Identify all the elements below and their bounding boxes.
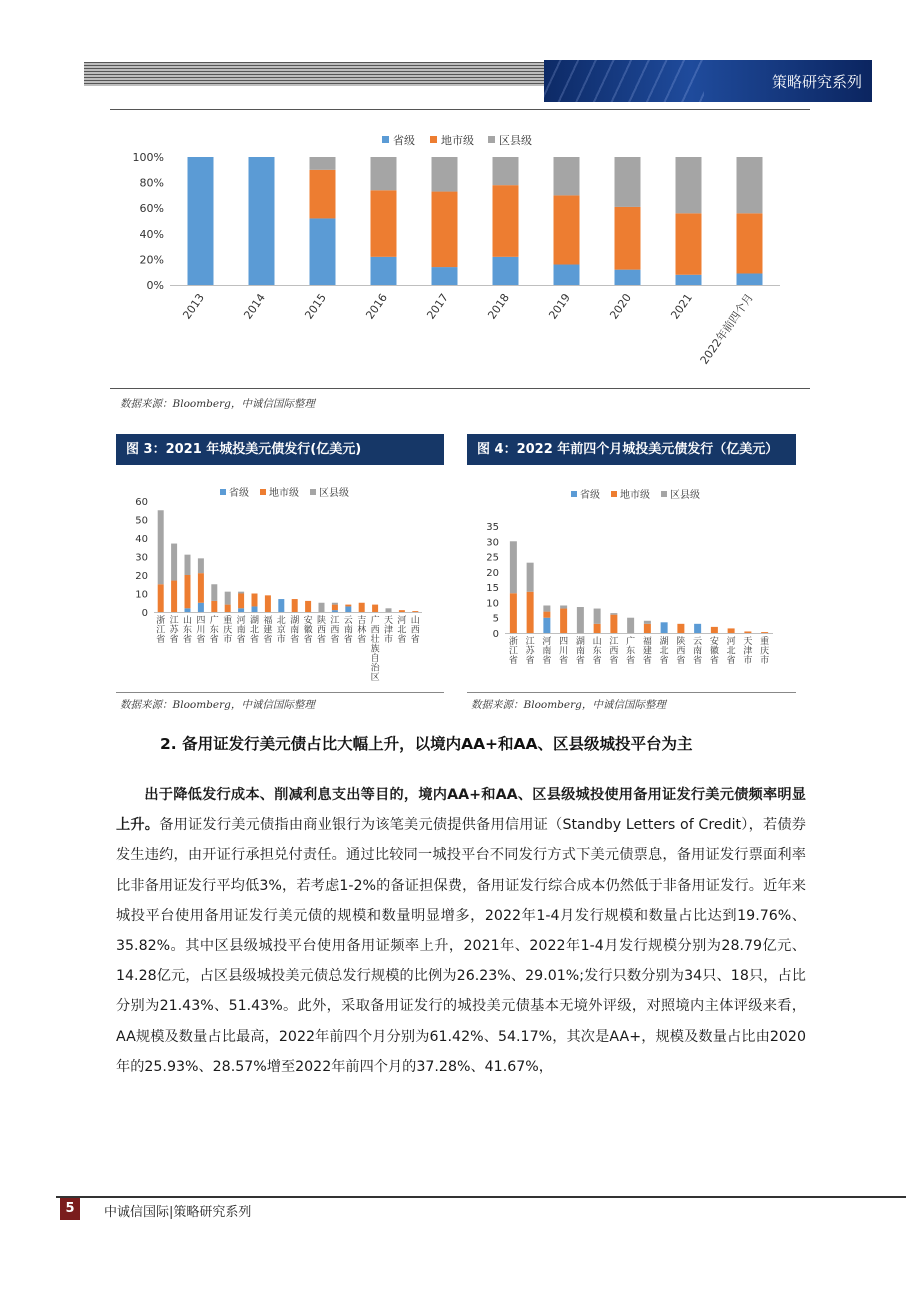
- bar-segment-county: [560, 605, 567, 608]
- bar-segment-city: [265, 595, 271, 612]
- x-tick-label: 山西省: [410, 616, 420, 645]
- bar-segment-province: [371, 257, 397, 285]
- fig3-y-axis: [135, 497, 148, 619]
- bar-segment-city: [292, 599, 298, 612]
- bar-segment-city: [677, 624, 684, 633]
- fig4-x-axis: [505, 634, 773, 667]
- y-tick-label: 60%: [139, 202, 164, 216]
- top-chart-top-rule: [110, 109, 810, 110]
- x-tick-label: 江西省: [330, 616, 340, 645]
- chart-fig3-svg: [116, 476, 446, 691]
- y-tick-label: 20%: [139, 253, 164, 267]
- x-tick-label: 陕西省: [316, 616, 327, 645]
- x-tick-label: 2018: [485, 291, 512, 322]
- bar-segment-province: [278, 599, 284, 612]
- y-tick-label: 20: [486, 567, 499, 579]
- header-stripes: [84, 62, 544, 86]
- x-tick-label: 山东省: [182, 616, 193, 645]
- fig3-source: 数据来源：Bloomberg，中诚信国际整理: [120, 699, 315, 711]
- x-tick-label: 山东省: [592, 637, 602, 666]
- x-tick-label: 江西省: [609, 637, 619, 666]
- x-tick-label: 2022年前四个月: [697, 291, 756, 367]
- x-tick-label: 重庆市: [223, 616, 233, 645]
- bar-segment-county: [676, 157, 702, 213]
- bar-segment-city: [527, 592, 534, 633]
- bar-segment-county: [737, 157, 763, 213]
- x-tick-label: 北京市: [276, 616, 286, 645]
- bar-segment-county: [510, 541, 517, 593]
- bar-segment-county: [319, 603, 325, 612]
- body-lead-sentence: 出于降低发行成本、削减利息支出等目的，境内AA+和AA、区县级城投使用备用证发行美元债频率明显上升。: [116, 787, 806, 834]
- legend-label-city: 地市级: [441, 134, 474, 147]
- bar-segment-province: [432, 267, 458, 285]
- bar-segment-county: [310, 157, 336, 170]
- x-tick-label: 河北省: [397, 616, 407, 645]
- x-tick-label: 云南省: [693, 637, 703, 666]
- y-tick-label: 60: [135, 497, 148, 508]
- y-tick-label: 25: [486, 552, 499, 564]
- bar-segment-county: [627, 618, 634, 633]
- fig4-legend: [571, 488, 700, 501]
- bar-segment-province: [345, 606, 351, 612]
- bar-segment-city: [560, 609, 567, 633]
- y-tick-label: 0%: [146, 279, 164, 292]
- x-tick-label: 福建省: [642, 637, 652, 666]
- bar-segment-county: [432, 157, 458, 192]
- fig4-legend-swatch-city: [611, 491, 617, 497]
- bar-segment-county: [386, 608, 392, 612]
- page-number: 5: [60, 1198, 80, 1220]
- bar-segment-city: [198, 573, 204, 603]
- chart-top-x-axis: [170, 286, 780, 367]
- bar-segment-province: [615, 270, 641, 285]
- bar-segment-county: [554, 157, 580, 195]
- bar-segment-city: [510, 593, 517, 633]
- bar-segment-city: [744, 631, 751, 633]
- bar-segment-city: [359, 603, 365, 612]
- fig3-legend-swatch-province: [220, 489, 226, 495]
- fig4-y-axis: [486, 522, 499, 640]
- bar-segment-province: [554, 265, 580, 285]
- fig3-legend-swatch-city: [260, 489, 266, 495]
- section-heading: 2. 备用证发行美元债占比大幅上升，以境内AA+和AA、区县级城投平台为主: [160, 735, 693, 753]
- bar-segment-county: [615, 157, 641, 207]
- y-tick-label: 0: [141, 608, 148, 619]
- bar-segment-county: [198, 558, 204, 573]
- x-tick-label: 2021: [668, 291, 695, 322]
- bar-segment-province: [238, 608, 244, 612]
- fig3-legend: [220, 486, 349, 499]
- y-tick-label: 0: [492, 629, 499, 640]
- bar-segment-county: [225, 592, 231, 605]
- fig4-legend-swatch-county: [661, 491, 667, 497]
- x-tick-label: 2015: [302, 291, 329, 322]
- fig4-legend-label-province: 省级: [580, 490, 600, 501]
- x-tick-label: 2016: [363, 291, 390, 322]
- fig4-bars: [510, 541, 768, 633]
- y-tick-label: 50: [135, 515, 148, 527]
- x-tick-label: 广东省: [209, 616, 219, 645]
- x-tick-label: 四川省: [559, 637, 569, 666]
- x-tick-label: 浙江省: [508, 637, 518, 666]
- x-tick-label: 福建省: [263, 616, 273, 645]
- bar-segment-city: [493, 185, 519, 257]
- bar-segment-county: [158, 510, 164, 584]
- chart-top-legend: [382, 133, 532, 147]
- top-chart-bottom-rule: [110, 388, 810, 389]
- bar-segment-city: [310, 170, 336, 219]
- bar-segment-county: [171, 544, 177, 581]
- body-rest-text: 备用证发行美元债指由商业银行为该笔美元债提供备用信用证（Standby Letters of Credit），若债券发生违约，由开证行承担兑付责任。通过比较同一城投平台不同发行方式下美元债票息，备用证发行票面利率比非备用证发行平均低3%，若考虑1-2%的备证担保费，备用证发行综合成本仍然低于非备用证发行。近年来城投平台使用备用证发行美元债的规模和数量明显增多，2022年1-4月发行规模和数量占比达到19.76%、35.82%。其中区县级城投平台使用备用证频率上升，2021年、2022年1-4月发行规模分别为28.79亿元、14.28亿元，占区县级城投美元债总发行规模的比例为26.23%、29.01%;发行只数分别为34只、18只，占比分别为21.43%、51.43%。此外，采取备用证发行的城投美元债基本无境外评级，对照境内主体评级来看，AA规模及数量占比最高，2022年前四个月分别为61.42%、54.17%，其次是AA+，规模及数量占比由2020年的25.93%、28.57%增至2022年前四个月的37.28%、41.67%，: [116, 817, 806, 1075]
- bar-segment-city: [332, 605, 338, 611]
- bar-segment-province: [198, 603, 204, 612]
- y-tick-label: 20: [135, 571, 148, 582]
- y-tick-label: 40%: [139, 227, 164, 241]
- x-tick-label: 吉林省: [357, 616, 367, 645]
- bar-segment-county: [527, 563, 534, 592]
- bar-segment-city: [371, 190, 397, 257]
- chart-top-bars: [188, 157, 763, 285]
- bar-segment-city: [711, 627, 718, 633]
- bar-segment-city: [211, 601, 217, 612]
- x-tick-label: 河北省: [726, 637, 736, 666]
- footer-rule: [56, 1196, 906, 1198]
- x-tick-label: 2013: [180, 291, 207, 322]
- figure3-title: 图 3：2021 年城投美元债发行(亿美元): [116, 434, 444, 465]
- fig3-legend-label-city: 地市级: [269, 488, 299, 499]
- bar-segment-city: [372, 605, 378, 612]
- legend-label-county: 区县级: [499, 134, 532, 147]
- bar-segment-city: [610, 615, 617, 633]
- bar-segment-province: [252, 606, 258, 612]
- bar-segment-county: [543, 605, 550, 611]
- series-title: 策略研究系列: [771, 73, 862, 91]
- bar-segment-city: [676, 213, 702, 274]
- fig3-legend-swatch-county: [310, 489, 316, 495]
- y-tick-label: 40: [135, 534, 148, 545]
- x-tick-label: 江苏省: [169, 616, 179, 645]
- bar-segment-city: [432, 192, 458, 268]
- bar-segment-province: [676, 275, 702, 285]
- bar-segment-city: [644, 624, 651, 633]
- bar-segment-county: [610, 613, 617, 615]
- x-tick-label: 江苏省: [525, 637, 535, 666]
- x-tick-label: 湖北省: [249, 616, 260, 645]
- x-tick-label: 浙江省: [156, 616, 166, 645]
- header-banner-pattern: [544, 60, 704, 102]
- legend-swatch-province: [382, 136, 389, 143]
- x-tick-label: 安徽省: [303, 616, 313, 645]
- x-tick-label: 2014: [241, 291, 268, 322]
- x-tick-label: 河南省: [236, 616, 246, 645]
- bar-segment-county: [332, 603, 338, 605]
- x-tick-label: 安徽省: [709, 637, 719, 666]
- bar-segment-county: [644, 621, 651, 624]
- figure4-title: 图 4：2022 年前四个月城投美元债发行（亿美元）: [467, 434, 796, 465]
- fig4-source: 数据来源：Bloomberg，中诚信国际整理: [471, 699, 666, 711]
- bar-segment-city: [158, 584, 164, 612]
- chart-fig4-svg: [467, 476, 797, 691]
- bar-segment-city: [554, 195, 580, 264]
- x-tick-label: 天津市: [383, 616, 394, 645]
- bar-segment-province: [694, 624, 701, 633]
- x-tick-label: 2017: [424, 291, 451, 322]
- body-paragraph: [116, 780, 806, 1082]
- bar-segment-province: [188, 157, 214, 285]
- bar-segment-city: [345, 605, 351, 607]
- bar-segment-city: [185, 575, 191, 608]
- bar-segment-city: [543, 612, 550, 618]
- fig4-legend-label-city: 地市级: [620, 490, 650, 501]
- x-tick-label: 广东省: [626, 637, 636, 666]
- x-tick-label: 河南省: [542, 637, 552, 666]
- x-tick-label: 2019: [546, 291, 573, 322]
- header-banner: [544, 60, 872, 102]
- bar-segment-city: [737, 213, 763, 273]
- bar-segment-county: [371, 157, 397, 190]
- y-tick-label: 5: [492, 613, 499, 625]
- bar-segment-province: [310, 218, 336, 285]
- bar-segment-city: [728, 628, 735, 633]
- bar-segment-county: [211, 584, 217, 601]
- bar-segment-city: [594, 624, 601, 633]
- bar-segment-city: [305, 601, 311, 612]
- bar-segment-city: [615, 207, 641, 270]
- footer-text: 中诚信国际|策略研究系列: [104, 1205, 252, 1220]
- bar-segment-city: [238, 594, 244, 609]
- bar-segment-county: [238, 592, 244, 594]
- x-tick-label: 陕西省: [676, 637, 686, 666]
- bar-segment-city: [412, 611, 418, 612]
- x-tick-label: 湖南省: [290, 616, 300, 645]
- bar-segment-county: [594, 609, 601, 624]
- bar-segment-province: [249, 157, 275, 285]
- fig3-bottom-rule: [116, 692, 444, 693]
- legend-swatch-county: [488, 136, 495, 143]
- bar-segment-province: [185, 608, 191, 612]
- x-tick-label: 湖北省: [659, 637, 669, 666]
- fig4-bottom-rule: [467, 692, 796, 693]
- legend-swatch-city: [430, 136, 437, 143]
- bar-segment-county: [185, 555, 191, 575]
- bar-segment-province: [493, 257, 519, 285]
- x-tick-label: 2020: [607, 291, 634, 322]
- fig4-legend-swatch-province: [571, 491, 577, 497]
- bar-segment-city: [252, 594, 258, 607]
- chart-top-svg: [110, 122, 810, 384]
- bar-segment-city: [761, 632, 768, 633]
- x-tick-label: 广西壮族自治区: [370, 616, 380, 683]
- fig3-legend-label-county: 区县级: [319, 488, 349, 499]
- bar-segment-province: [661, 622, 668, 633]
- legend-label-province: 省级: [393, 134, 415, 147]
- fig3-bars: [158, 510, 419, 612]
- y-tick-label: 100%: [132, 151, 164, 164]
- bar-segment-city: [399, 610, 405, 612]
- x-tick-label: 湖南省: [575, 637, 585, 666]
- bar-segment-city: [171, 581, 177, 612]
- y-tick-label: 30: [135, 552, 148, 564]
- y-tick-label: 15: [486, 583, 499, 595]
- chart-top-source: 数据来源：Bloomberg，中诚信国际整理: [120, 398, 315, 410]
- y-tick-label: 10: [135, 589, 148, 601]
- x-tick-label: 云南省: [343, 616, 353, 645]
- bar-segment-city: [225, 605, 231, 612]
- bar-segment-county: [493, 157, 519, 185]
- x-tick-label: 重庆市: [760, 637, 770, 666]
- y-tick-label: 80%: [139, 176, 164, 190]
- x-tick-label: 四川省: [196, 616, 206, 645]
- bar-segment-county: [577, 607, 584, 633]
- fig3-x-axis: [154, 613, 422, 684]
- bar-segment-province: [737, 273, 763, 285]
- bar-segment-province: [543, 618, 550, 633]
- bar-segment-province: [332, 610, 338, 612]
- y-tick-label: 30: [486, 537, 499, 549]
- fig3-legend-label-province: 省级: [229, 488, 249, 499]
- y-tick-label: 35: [486, 522, 499, 533]
- y-tick-label: 10: [486, 598, 499, 610]
- chart-top-y-axis: [133, 151, 164, 292]
- x-tick-label: 天津市: [743, 637, 753, 666]
- fig4-legend-label-county: 区县级: [670, 490, 700, 501]
